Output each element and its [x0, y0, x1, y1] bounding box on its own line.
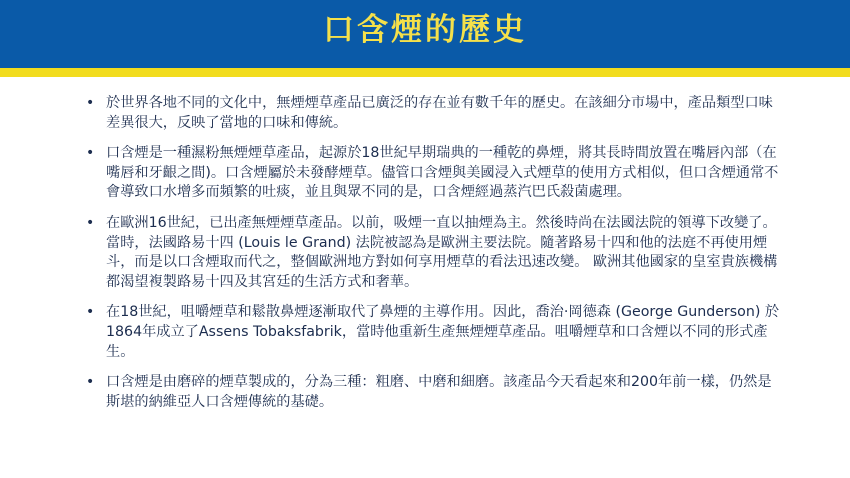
bullet-list: [84, 94, 784, 412]
slide-title: 口含煙的歷史: [323, 12, 527, 48]
bullet-text: 口含煙是一種濕粉無煙煙草產品，起源於18世紀早期瑞典的一種乾的鼻煙，將其長時間放置在嘴唇內部（在嘴唇和牙齦之間)。口含煙屬於未發酵煙草。儘管口含煙與美國浸入式煙草的使用方式相似，但口含煙通常不會導致口水增多而頻繁的吐痰，並且與眾不同的是，口含煙經過蒸汽巴氏殺菌處理。: [106, 145, 779, 201]
bullet-text: 於世界各地不同的文化中，無煙煙草產品已廣泛的存在並有數千年的歷史。在該細分市場中，產品類型口味差異很大，反映了當地的口味和傳統。: [106, 95, 773, 131]
bullet-icon: •: [86, 214, 95, 231]
bullet-item: [84, 303, 784, 362]
bullet-item: [84, 214, 784, 292]
bullet-text: 在歐洲16世紀，已出產無煙煙草產品。以前，吸煙一直以抽煙為主。然後時尚在法國法院的領導下改變了。 當時，法國路易十四 (Louis le Grand) 法院被認為是歐洲主要法院。隨著路易十四和他的法庭不再使用煙斗，而是以口含煙取而代之，整個歐洲地方對如何享用煙草的看法迅速改變。 歐洲其他國家的皇室貴族機構都渴望複製路易十四及其宮廷的生活方式和奢華。: [106, 214, 778, 290]
bullet-icon: •: [86, 304, 95, 321]
bullet-text: 在18世紀，咀嚼煙草和鬆散鼻煙逐漸取代了鼻煙的主導作用。因此，喬治·岡德森 (George Gunderson) 於1864年成立了Assens Tobaksfabrik，當時他重新生產無煙煙草產品。咀嚼煙草和口含煙以不同的形式產生。: [106, 304, 780, 360]
bullet-item: [84, 144, 784, 203]
bullet-item: [84, 94, 784, 133]
slide-body: [84, 94, 784, 423]
bullet-item: [84, 373, 784, 412]
bullet-icon: •: [86, 95, 95, 111]
bullet-icon: •: [86, 374, 95, 391]
title-bar-accent-stripe: [0, 68, 850, 77]
bullet-text: 口含煙是由磨碎的煙草製成的，分為三種：粗磨、中磨和細磨。該產品今天看起來和200年前一樣，仍然是斯堪的納維亞人口含煙傳統的基礎。: [106, 374, 772, 410]
bullet-icon: •: [86, 145, 95, 162]
